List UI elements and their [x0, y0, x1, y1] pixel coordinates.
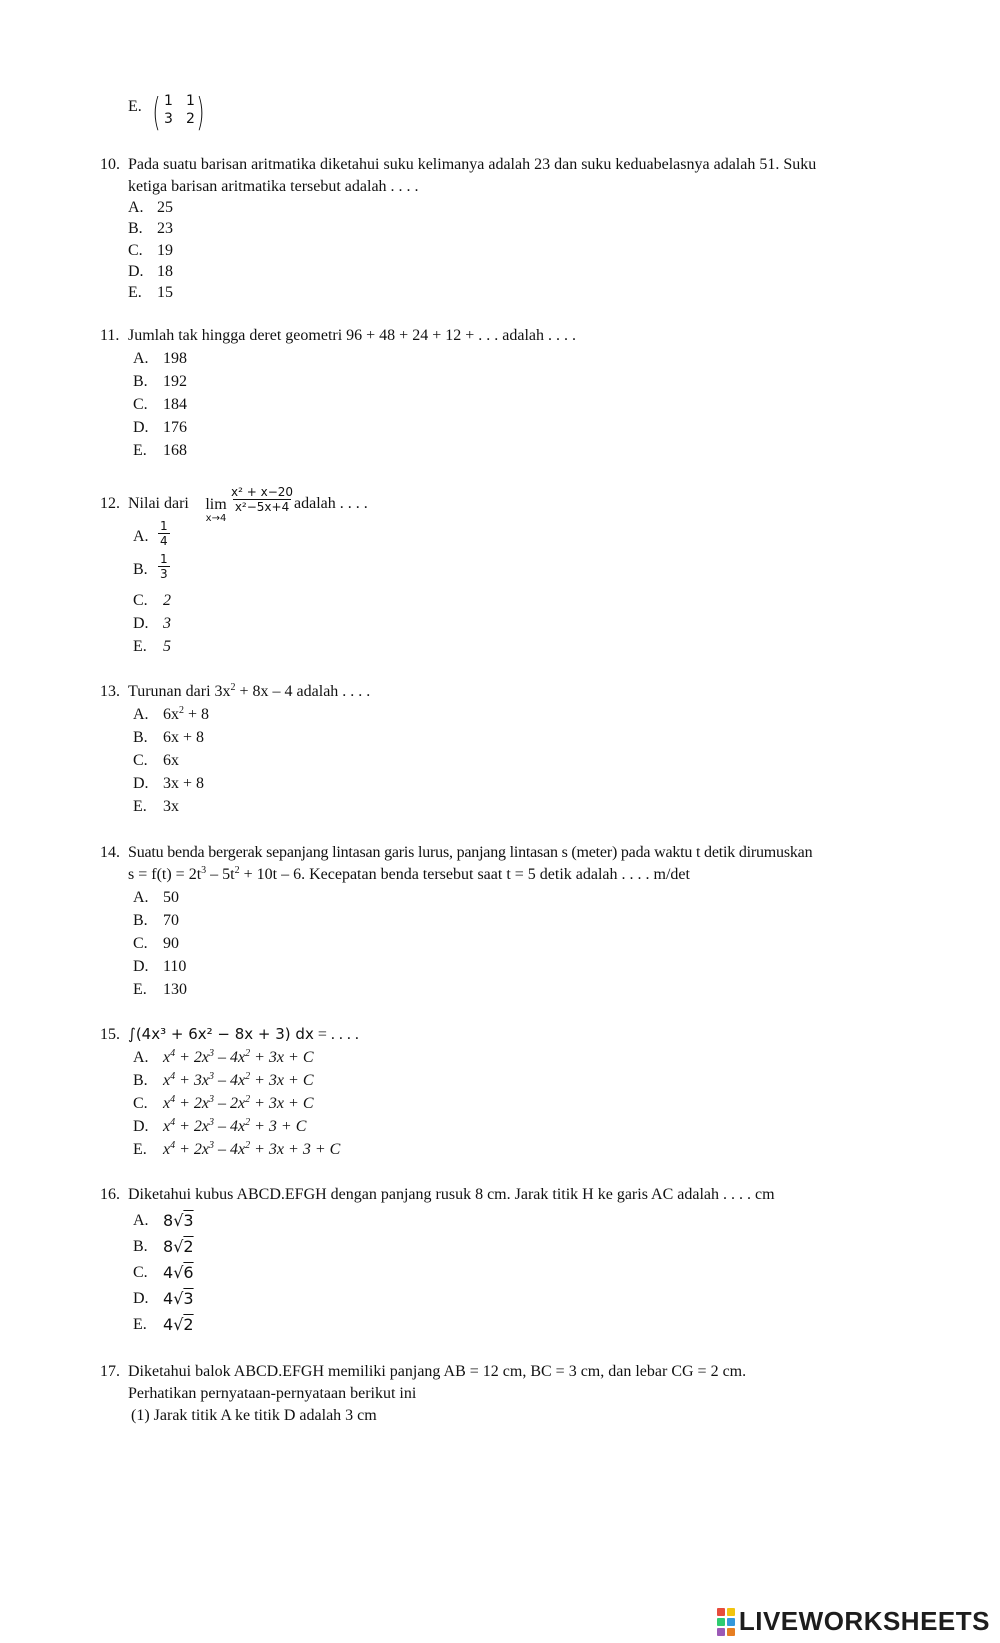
question-stem: ketiga barisan aritmatika tersebut adalah . . . . [128, 178, 419, 195]
term: 6x [163, 706, 179, 723]
question-number: 12. [100, 495, 120, 512]
option-value: 8√3 [163, 1211, 194, 1230]
exponent: 2 [234, 865, 240, 876]
matrix-cell: 3 [164, 111, 173, 127]
option-letter: C. [133, 396, 148, 413]
option-value: $x^4 + 2x^3 - 4x^2 + 3x + 3 + C$ [163, 1140, 341, 1158]
option-value: 90 [163, 935, 179, 952]
denominator: x²−5x+4 [234, 500, 290, 514]
option-value: 23 [157, 220, 173, 237]
matrix [152, 90, 211, 134]
option-letter: E. [133, 1316, 147, 1333]
left-paren: ( [152, 90, 161, 134]
option-value: 5 [163, 638, 171, 655]
option-letter: B. [133, 373, 148, 390]
stem-part: + 10t – 6. Kecepatan benda tersebut saat t = 5 detik adalah . . . . m/det [239, 866, 690, 883]
option-value: 4√2 [163, 1315, 194, 1334]
matrix-cell: 1 [186, 93, 195, 109]
question-stem: Jumlah tak hingga deret geometri 96 + 48 + 24 + 12 + . . . adalah . . . . [128, 327, 576, 344]
option-letter: B. [133, 912, 148, 929]
option-letter: E. [133, 442, 147, 459]
numerator: 1 [160, 519, 168, 533]
question-number: 17. [100, 1363, 120, 1380]
option-value: 192 [163, 373, 187, 390]
option-letter: B. [133, 1072, 148, 1089]
limit-operator [201, 497, 231, 525]
option-letter: D. [133, 1290, 149, 1307]
logo-square [727, 1618, 735, 1626]
option-letter: E. [128, 98, 142, 115]
option-value: 198 [163, 350, 187, 367]
exponent: 2 [230, 682, 236, 693]
question-stem: Pada suatu barisan aritmatika diketahui suku kelimanya adalah 23 dan suku keduabelasnya adalah 51. Suku [128, 156, 817, 173]
option-value: 50 [163, 889, 179, 906]
option-letter: E. [128, 284, 142, 301]
option-letter: B. [133, 561, 148, 578]
logo-square [727, 1628, 735, 1636]
option-letter: E. [133, 1141, 147, 1158]
option-value: 18 [157, 263, 173, 280]
question-stem [128, 866, 690, 884]
question-stem: Perhatikan pernyataan-pernyataan berikut ini [128, 1385, 417, 1402]
option-letter: D. [133, 775, 149, 792]
stem-part: s = f(t) = 2t [128, 866, 202, 883]
option-letter: A. [128, 199, 144, 216]
limit-fraction [229, 485, 295, 514]
option-letter: A. [133, 1212, 149, 1229]
denominator: 4 [160, 534, 168, 548]
question-stem: Diketahui kubus ABCD.EFGH dengan panjang rusuk 8 cm. Jarak titik H ke garis AC adalah . . . . cm [128, 1186, 775, 1203]
lim-subscript: x→4 [205, 513, 227, 524]
option-letter: C. [133, 935, 148, 952]
option-value: 130 [163, 981, 187, 998]
option-value: $x^4 + 2x^3 - 2x^2 + 3x + C$ [163, 1094, 314, 1112]
option-value: 168 [163, 442, 187, 459]
numerator: x² + x−20 [231, 485, 294, 499]
lim-word: lim [205, 496, 227, 513]
exponent: 2 [179, 705, 184, 716]
logo-grid-icon [717, 1608, 735, 1636]
option-letter: A. [133, 706, 149, 723]
option-fraction [158, 552, 170, 581]
right-paren: ) [196, 90, 205, 134]
option-value: 6x + 8 [163, 729, 205, 746]
option-letter: E. [133, 798, 147, 815]
option-letter: C. [133, 1095, 148, 1112]
integral-expression: ∫(4x³ + 6x² − 8x + 3) dx [128, 1025, 314, 1043]
option-value: 3x [163, 798, 179, 815]
logo-text: LIVEWORKSHEETS [738, 1606, 990, 1636]
exponent: 3 [201, 865, 207, 876]
option-value: 3 [163, 615, 171, 632]
option-value: 19 [157, 242, 173, 259]
question-number: 14. [100, 844, 120, 861]
matrix-cell: 1 [164, 93, 173, 109]
option-value: 3x + 8 [163, 775, 205, 792]
denominator: 3 [160, 567, 168, 581]
option-letter: C. [133, 1264, 148, 1281]
logo-square [727, 1608, 735, 1616]
question-stem: Suatu benda bergerak sepanjang lintasan garis lurus, panjang lintasan s (meter) pada waktu t detik dirumuskan [128, 844, 813, 861]
question-stem [128, 1025, 359, 1044]
option-value: 176 [163, 419, 187, 436]
option-fraction [158, 519, 170, 548]
stem-suffix: = . . . . [313, 1026, 359, 1043]
logo-square [717, 1628, 725, 1636]
option-letter: D. [133, 1118, 149, 1135]
question-number: 15. [100, 1026, 120, 1043]
option-letter: A. [133, 528, 149, 545]
option-letter: C. [133, 752, 148, 769]
option-value: 8√2 [163, 1237, 194, 1256]
option-letter: E. [133, 638, 147, 655]
option-letter: D. [133, 419, 149, 436]
logo-square [717, 1608, 725, 1616]
option-value: 184 [163, 396, 187, 413]
option-letter: D. [128, 263, 144, 280]
option-value: 4√3 [163, 1289, 194, 1308]
option-value: $x^4 + 2x^3 - 4x^2 + 3x + C$ [163, 1048, 314, 1066]
question-stem: Diketahui balok ABCD.EFGH memiliki panjang AB = 12 cm, BC = 3 cm, dan lebar CG = 2 cm. [128, 1363, 747, 1380]
option-letter: C. [128, 242, 143, 259]
option-letter: D. [133, 615, 149, 632]
option-letter: D. [133, 958, 149, 975]
matrix-cell: 2 [186, 111, 195, 127]
option-value: 110 [163, 958, 187, 975]
stem-part: – 5t [206, 866, 235, 883]
liveworksheets-logo [717, 1606, 990, 1637]
question-stem-suffix: adalah . . . . [294, 495, 368, 512]
option-value: 2 [163, 592, 171, 609]
option-value [163, 706, 209, 724]
question-stem [128, 683, 370, 701]
option-letter: B. [128, 220, 143, 237]
option-value: 6x [163, 752, 179, 769]
option-letter: A. [133, 1049, 149, 1066]
term: + 8 [184, 706, 210, 723]
option-letter: B. [133, 1238, 148, 1255]
option-letter: E. [133, 981, 147, 998]
question-number: 13. [100, 683, 120, 700]
question-number: 16. [100, 1186, 120, 1203]
option-letter: B. [133, 729, 148, 746]
question-stem: Nilai dari [128, 495, 189, 512]
option-value: 70 [163, 912, 179, 929]
option-value: 25 [157, 199, 173, 216]
logo-square [717, 1618, 725, 1626]
statement-1: (1) Jarak titik A ke titik D adalah 3 cm [131, 1407, 377, 1424]
question-number: 11. [100, 327, 120, 344]
numerator: 1 [160, 552, 168, 566]
stem-part: + 8x – 4 adalah . . . . [235, 683, 371, 700]
question-number: 10. [100, 156, 120, 173]
option-letter: A. [133, 350, 149, 367]
option-letter: A. [133, 889, 149, 906]
option-value: 4√6 [163, 1263, 194, 1282]
option-value: $x^4 + 3x^3 - 4x^2 + 3x + C$ [163, 1071, 314, 1089]
option-value: 15 [157, 284, 173, 301]
stem-part: Turunan dari 3x [128, 683, 231, 700]
option-value: $x^4 + 2x^3 - 4x^2 + 3 + C$ [163, 1117, 307, 1135]
option-letter: C. [133, 592, 148, 609]
